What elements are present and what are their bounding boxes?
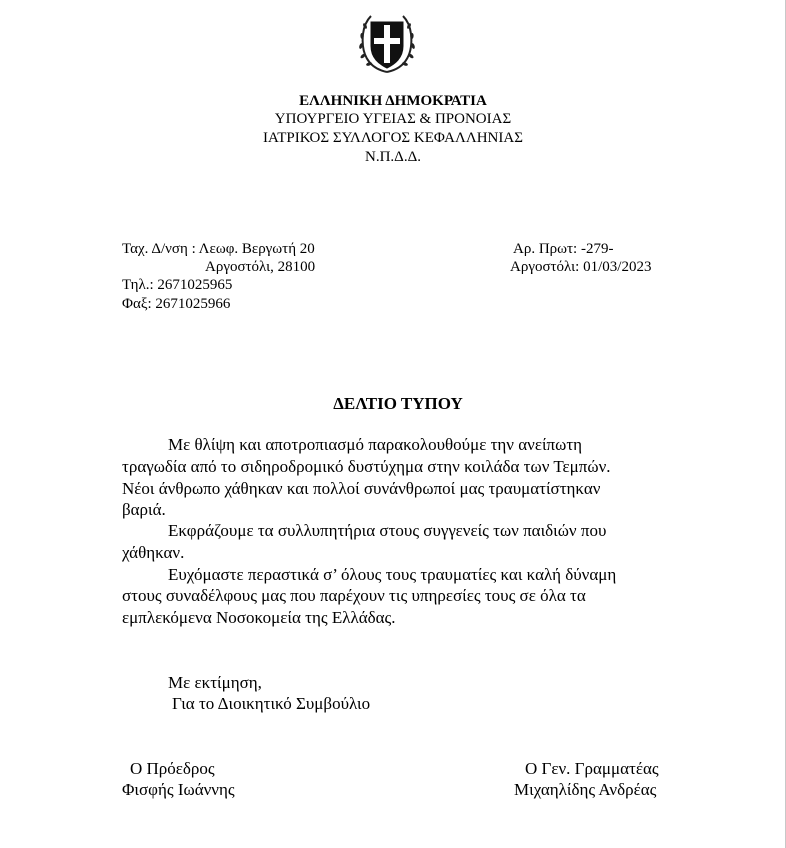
body-line: εμπλεκόμενα Νοσοκομεία της Ελλάδας. xyxy=(122,608,396,627)
secretary-role: Ο Γεν. Γραμματέας xyxy=(525,759,659,778)
body-line: χάθηκαν. xyxy=(122,543,185,562)
ministry-name: ΥΠΟΥΡΓΕΙΟ ΥΓΕΙΑΣ & ΠΡΟΝΟΙΑΣ xyxy=(274,111,512,127)
body-line: στους συναδέλφους μας που παρέχουν τις υπηρεσίες τους σε όλα τα xyxy=(122,586,586,605)
closing-on-behalf: Για το Διοικητικό Συμβούλιο xyxy=(172,694,371,713)
closing-regards: Με εκτίμηση, xyxy=(168,673,262,692)
body-line: τραγωδία από το σιδηροδρομικό δυστύχημα στην κοιλάδα των Τεμπών. xyxy=(122,457,611,476)
body-line: Νέοι άνθρωπο χάθηκαν και πολλοί συνάνθρωποί μας τραυματίστηκαν xyxy=(122,479,601,498)
greek-coat-of-arms-icon xyxy=(357,12,417,76)
body-line: Εκφράζουμε τα συλλυπητήρια στους συγγενείς των παιδιών που xyxy=(168,521,607,540)
document-title: ΔΕΛΤΙΟ ΤΥΠΟΥ xyxy=(333,394,463,413)
body-line: βαριά. xyxy=(122,500,166,519)
fax-number: Φαξ: 2671025966 xyxy=(122,296,231,312)
body-line: Με θλίψη και αποτροπιασμό παρακολουθούμε την ανείπωτη xyxy=(168,435,583,454)
phone-number: Τηλ.: 2671025965 xyxy=(122,277,233,293)
place-and-date: Αργοστόλι: 01/03/2023 xyxy=(510,259,652,275)
entity-type: Ν.Π.Δ.Δ. xyxy=(365,149,421,165)
address-line-2: Αργοστόλι, 28100 xyxy=(205,259,316,275)
president-name: Φισφής Ιωάννης xyxy=(122,780,235,799)
association-name: ΙΑΤΡΙΚΟΣ ΣΥΛΛΟΓΟΣ ΚΕΦΑΛΛΗΝΙΑΣ xyxy=(263,130,523,146)
secretary-name: Μιχαηλίδης Ανδρέας xyxy=(514,780,657,799)
protocol-number: Αρ. Πρωτ: -279- xyxy=(513,241,614,257)
president-role: Ο Πρόεδρος xyxy=(130,759,215,778)
country-name: ΕΛΛΗΝΙΚΗ ΔΗΜΟΚΡΑΤΙΑ xyxy=(299,93,487,109)
body-line: Ευχόμαστε περαστικά σ’ όλους τους τραυματίες και καλή δύναμη xyxy=(168,565,617,584)
address-line-1: Ταχ. Δ/νση : Λεωφ. Βεργωτή 20 xyxy=(122,241,315,257)
